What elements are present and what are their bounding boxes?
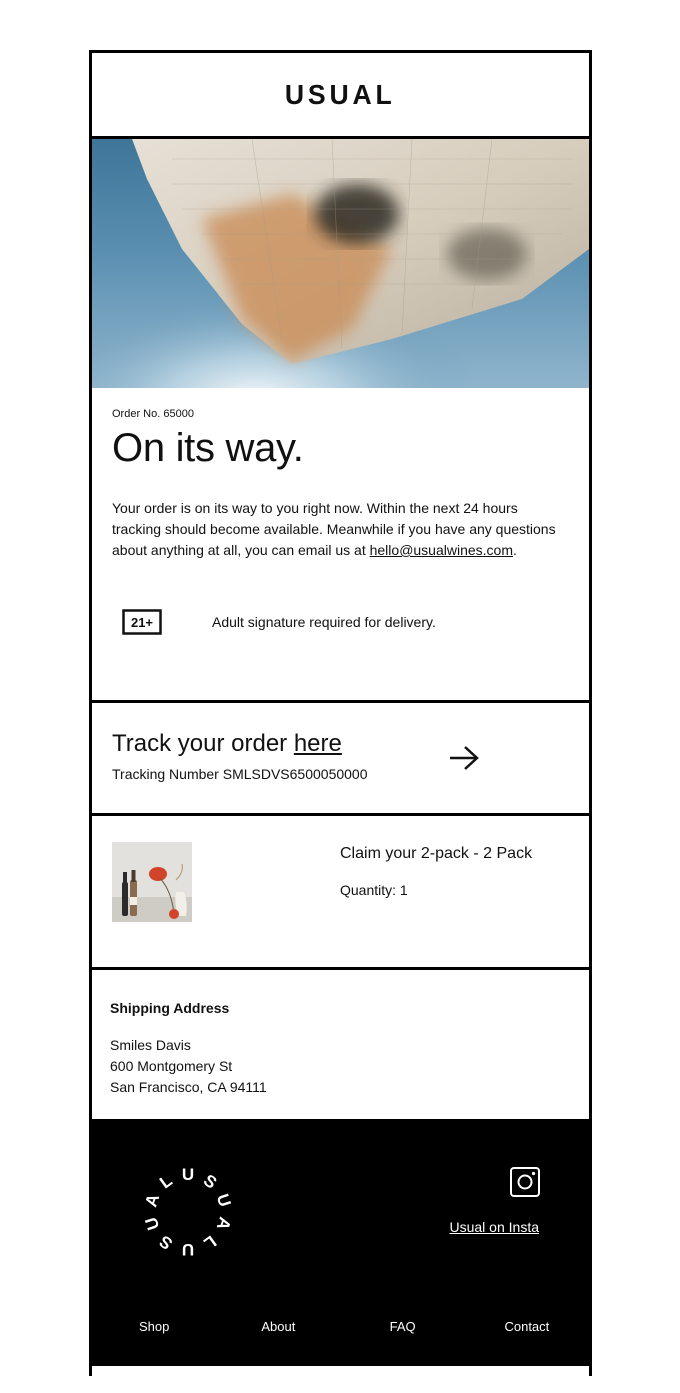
arrow-right-icon[interactable] bbox=[448, 745, 480, 771]
support-email-link[interactable]: hello@usualwines.com bbox=[369, 542, 513, 558]
instagram-link[interactable]: Usual on Insta bbox=[449, 1219, 539, 1235]
footer-link-about[interactable]: About bbox=[261, 1319, 296, 1334]
ring-letter: A bbox=[212, 1214, 235, 1233]
product-quantity: Quantity: 1 bbox=[340, 882, 408, 898]
email-header bbox=[92, 53, 589, 139]
tracking-number: Tracking Number SMLSDVS6500050000 bbox=[112, 766, 368, 782]
usual-ring-logo[interactable] bbox=[138, 1162, 238, 1262]
footer-link-shop[interactable]: Shop bbox=[138, 1319, 170, 1334]
ring-letter: U bbox=[212, 1191, 235, 1210]
ring-letter: U bbox=[181, 1165, 195, 1184]
order-section bbox=[92, 388, 589, 703]
product-image bbox=[112, 842, 192, 922]
shipping-city: San Francisco, CA 94111 bbox=[110, 1079, 267, 1095]
ring-letter: U bbox=[181, 1240, 195, 1259]
hero-photo-icon bbox=[92, 139, 589, 388]
ring-letter: L bbox=[200, 1231, 220, 1254]
age-badge-text: 21+ bbox=[130, 615, 154, 630]
order-message-end: . bbox=[513, 542, 517, 558]
product-name: Claim your 2-pack - 2 Pack bbox=[340, 845, 533, 862]
product-section bbox=[92, 816, 589, 970]
order-message-text: Your order is on its way to you right now. Within the next 24 hours tracking should become available. Meanwhile if you have any questions about anything at all, you can email us at bbox=[112, 500, 556, 558]
tracking-title-text: Track your order bbox=[112, 730, 294, 757]
shipping-name: Smiles Davis bbox=[110, 1037, 191, 1053]
footer-link-faq[interactable]: FAQ bbox=[389, 1319, 416, 1334]
footer-link-contact[interactable]: Contact bbox=[504, 1319, 550, 1334]
wine-product-icon bbox=[112, 842, 192, 922]
age-notice-text: Adult signature required for delivery. bbox=[212, 614, 436, 630]
brand-logo[interactable]: USUAL bbox=[285, 78, 396, 110]
footer-nav bbox=[92, 1319, 589, 1334]
age-21-icon bbox=[122, 609, 162, 635]
order-title: On its way. bbox=[112, 426, 304, 470]
tracking-section bbox=[92, 703, 589, 816]
email-container bbox=[89, 50, 592, 1376]
instagram-icon[interactable] bbox=[509, 1166, 541, 1198]
tracking-title bbox=[112, 730, 569, 758]
age-notice-row bbox=[112, 609, 569, 635]
order-number: Order No. 65000 bbox=[112, 408, 194, 420]
tracking-link[interactable]: here bbox=[293, 730, 342, 757]
shipping-section bbox=[92, 970, 589, 1119]
ring-letter: A bbox=[141, 1191, 164, 1210]
shipping-title: Shipping Address bbox=[110, 1000, 230, 1016]
email-footer bbox=[92, 1119, 589, 1366]
shipping-street: 600 Montgomery St bbox=[110, 1058, 233, 1074]
ring-letter: L bbox=[156, 1170, 176, 1193]
hero-image bbox=[92, 139, 589, 388]
ring-letter: U bbox=[141, 1214, 164, 1233]
ring-letter: S bbox=[155, 1231, 177, 1254]
order-message bbox=[112, 498, 569, 561]
ring-letter: S bbox=[199, 1170, 221, 1193]
